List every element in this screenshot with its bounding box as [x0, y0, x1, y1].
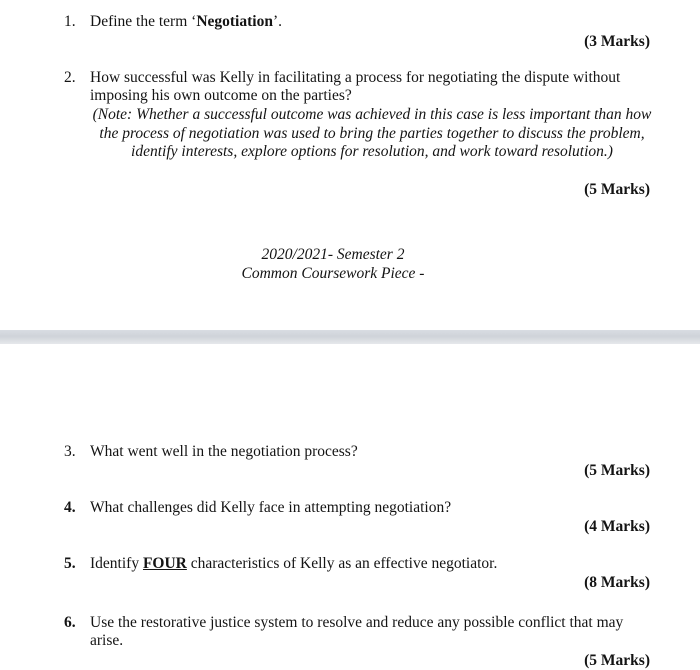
coursework-label: Common Coursework Piece - [241, 265, 425, 282]
question-5-text [90, 555, 650, 573]
question-5-marks: (8 Marks) [584, 574, 650, 591]
page-break-gap [0, 330, 700, 344]
question-1-post: ’. [272, 13, 282, 30]
question-1-text [90, 13, 650, 31]
question-1-term: Negotiation [196, 13, 273, 30]
question-2-text: How successful was Kelly in facilitating a process for negotiating the dispute without imposing his own outcome on the parties? [90, 69, 621, 104]
question-2-marks: (5 Marks) [584, 181, 650, 198]
question-5-emphasis: FOUR [142, 555, 187, 572]
question-3-marks: (5 Marks) [584, 462, 650, 479]
question-1-pre: Define the term ‘ [90, 13, 197, 30]
question-5-pre: Identify [90, 555, 143, 572]
question-3-text: What went well in the negotiation process? [90, 443, 358, 460]
question-5-post: characteristics of Kelly as an effective negotiator. [186, 555, 498, 572]
question-2-number: 2. [64, 69, 76, 86]
question-4-marks: (4 Marks) [584, 518, 650, 535]
question-1-number: 1. [64, 13, 76, 30]
question-6-number: 6. [64, 614, 76, 631]
question-6-text: Use the restorative justice system to resolve and reduce any possible conflict that may arise. [90, 614, 624, 649]
question-5-number: 5. [64, 555, 76, 572]
semester-label: 2020/2021- Semester 2 [261, 246, 405, 263]
question-2-note: (Note: Whether a successful outcome was achieved in this case is less important than how the process of negotiation was used to bring the parties together to discuss the problem, identify interests, explore options for resolution, and work toward resolution.) [92, 106, 652, 160]
document-page-1 [0, 0, 700, 330]
document-page-2 [0, 344, 700, 669]
question-6-marks: (5 Marks) [584, 652, 650, 669]
question-4-number: 4. [64, 499, 76, 516]
question-1-marks: (3 Marks) [584, 33, 650, 50]
question-3-number: 3. [64, 443, 76, 460]
question-4-text: What challenges did Kelly face in attempting negotiation? [90, 499, 452, 516]
